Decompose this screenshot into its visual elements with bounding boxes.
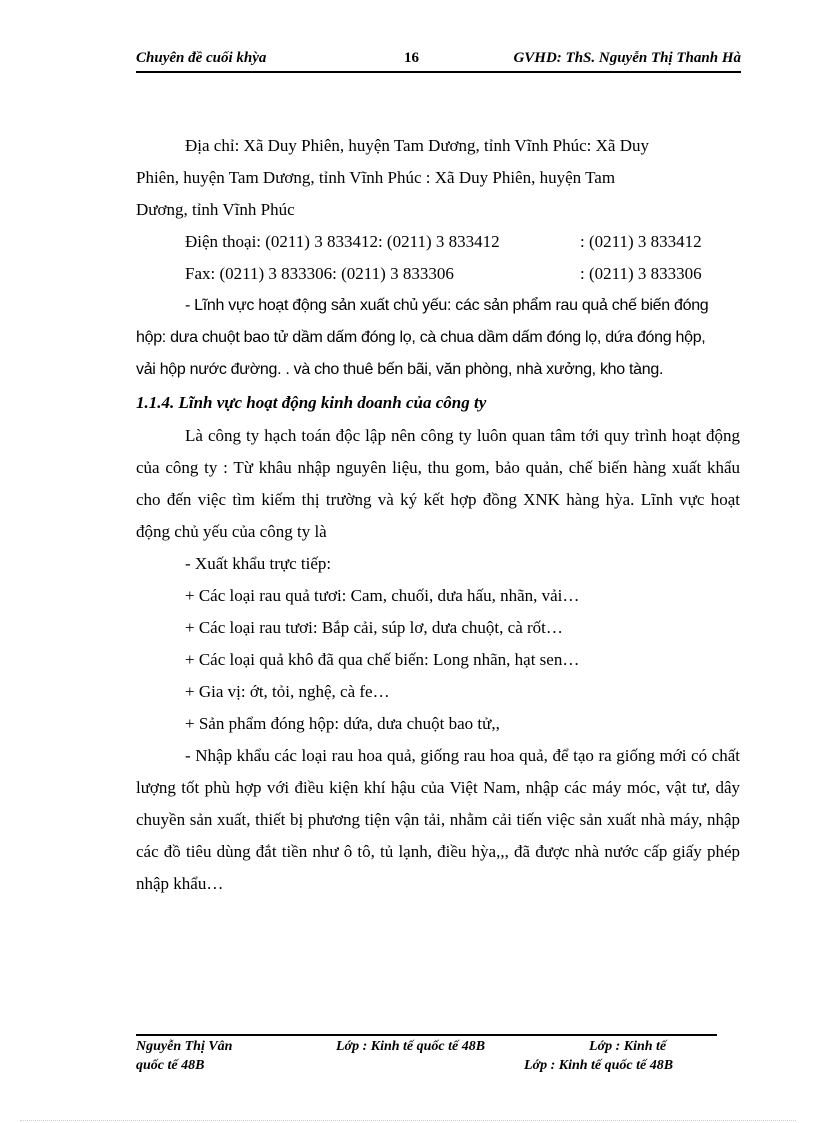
page-body <box>136 130 740 900</box>
footer-class-end: quốc tế 48B <box>136 1058 205 1073</box>
fax-row <box>136 258 740 290</box>
footer-author: Nguyễn Thị Vân <box>136 1039 233 1054</box>
page-edge-divider <box>20 1120 796 1121</box>
production-line-1: - Lĩnh vực hoạt động sản xuất chủ yếu: các sản phẩm rau quả chế biến đóng <box>185 297 709 314</box>
production-line-2: hộp: dưa chuột bao tử dầm dấm đóng lọ, cà chua dầm dấm đóng lọ, dứa đóng hộp, <box>136 329 706 346</box>
page-header <box>136 48 741 70</box>
phone-text-2: : (0211) 3 833412 <box>580 232 702 251</box>
footer-divider <box>136 1034 717 1036</box>
address-line-1: Địa chỉ: Xã Duy Phiên, huyện Tam Dương, tỉnh Vĩnh Phúc: Xã Duy <box>185 136 650 155</box>
list-item: - Xuất khẩu trực tiếp: <box>185 554 332 573</box>
import-paragraph: - Nhập khẩu các loại rau hoa quả, giống rau hoa quả, để tạo ra giống mới có chất lượng tốt phù hợp với điều kiện khí hậu của Việt Nam, nhập các máy móc, vật tư, dây chuyền sản xuất, thiết bị phương tiện vận tải, nhằm cải tiến việc sản xuất nhà máy, nhập các đồ tiêu dùng đắt tiền như ô tô, tủ lạnh, điều hỳa,,, đã được nhà nước cấp giấy phép nhập khẩu… <box>136 746 740 893</box>
page-footer <box>136 1038 736 1078</box>
intro-paragraph: Là công ty hạch toán độc lập nên công ty luôn quan tâm tới quy trình hoạt động của công ty : Từ khâu nhập nguyên liệu, thu gom, bảo quản, chế biến hàng xuất khẩu cho đến việc tìm kiếm thị trường và ký kết hợp đồng XNK hàng hỳa. Lĩnh vực hoạt động chủ yếu của công ty là <box>136 426 740 541</box>
production-line-3: vải hộp nước đường. . và cho thuê bến bãi, văn phòng, nhà xưởng, kho tàng. <box>136 361 664 378</box>
footer-class-start: Lớp : Kinh tế <box>589 1039 667 1054</box>
list-item: + Các loại rau tươi: Bắp cải, súp lơ, dưa chuột, cà rốt… <box>185 618 563 637</box>
page-number: 16 <box>404 50 419 66</box>
phone-row <box>136 226 740 258</box>
fax-text-2: : (0211) 3 833306 <box>580 264 702 283</box>
section-heading: 1.1.4. Lĩnh vực hoạt động kinh doanh của công ty <box>136 393 487 412</box>
list-item: + Gia vị: ớt, tỏi, nghệ, cà fe… <box>185 682 390 701</box>
fax-text: Fax: (0211) 3 833306: (0211) 3 833306 <box>185 264 454 283</box>
address-line-2: Phiên, huyện Tam Dương, tỉnh Vĩnh Phúc : Xã Duy Phiên, huyện Tam <box>136 168 616 187</box>
phone-text: Điện thoại: (0211) 3 833412: (0211) 3 833412 <box>185 232 500 251</box>
footer-class-repeat: Lớp : Kinh tế quốc tế 48B <box>524 1058 674 1073</box>
list-item: + Sản phẩm đóng hộp: dứa, dưa chuột bao tử,, <box>185 714 500 733</box>
address-line-3: Dương, tỉnh Vĩnh Phúc <box>136 200 295 219</box>
list-item: + Các loại quả khô đã qua chế biến: Long nhãn, hạt sen… <box>185 650 580 669</box>
list-item: + Các loại rau quả tươi: Cam, chuối, dưa hấu, nhãn, vải… <box>185 586 580 605</box>
header-divider <box>136 71 741 73</box>
footer-class: Lớp : Kinh tế quốc tế 48B <box>336 1039 486 1054</box>
header-topic: Chuyên đề cuối khỳa <box>136 50 267 66</box>
header-supervisor: GVHD: ThS. Nguyễn Thị Thanh Hà <box>513 50 741 66</box>
